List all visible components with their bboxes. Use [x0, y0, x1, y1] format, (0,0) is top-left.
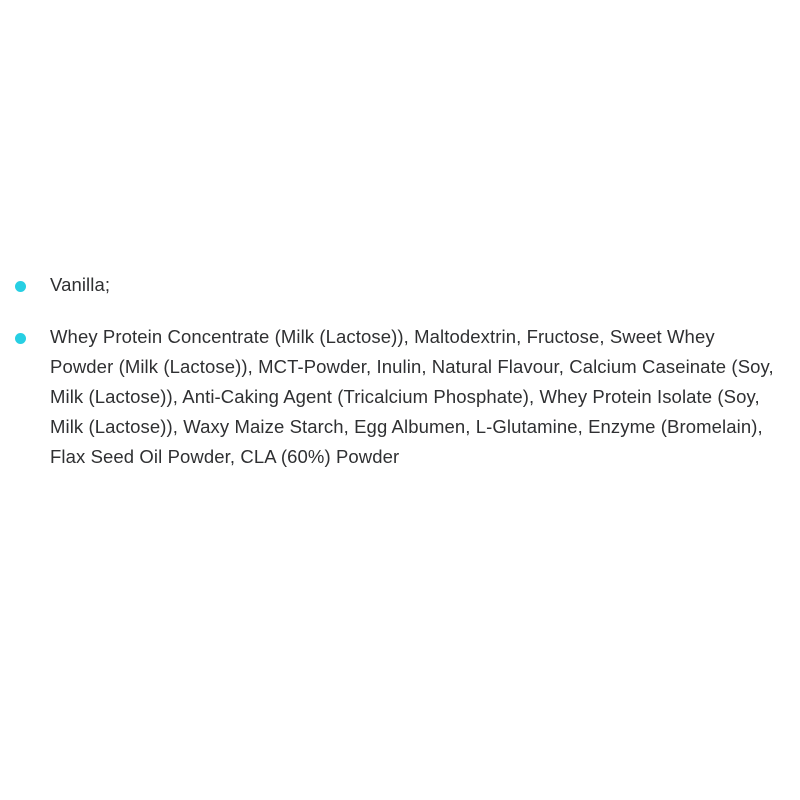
bullet-icon — [15, 281, 26, 292]
list-item — [0, 322, 800, 472]
bullet-icon — [15, 333, 26, 344]
ingredient-list — [0, 270, 800, 494]
list-item-text: Vanilla; — [50, 274, 111, 295]
list-item — [0, 270, 800, 300]
list-item-text: Whey Protein Concentrate (Milk (Lactose)), Maltodextrin, Fructose, Sweet Whey Powder (Milk (Lactose)), MCT-Powder, Inulin, Natural Flavour, Calcium Caseinate (Soy, Milk (Lactose)), Anti-Caking Agent (Tricalcium Phosphate), Whey Protein Isolate (Soy, Milk (Lactose)), Waxy Maize Starch, Egg Albumen, L-Glutamine, Enzyme (Bromelain), Flax Seed Oil Powder, CLA (60%) Powder — [50, 326, 774, 467]
